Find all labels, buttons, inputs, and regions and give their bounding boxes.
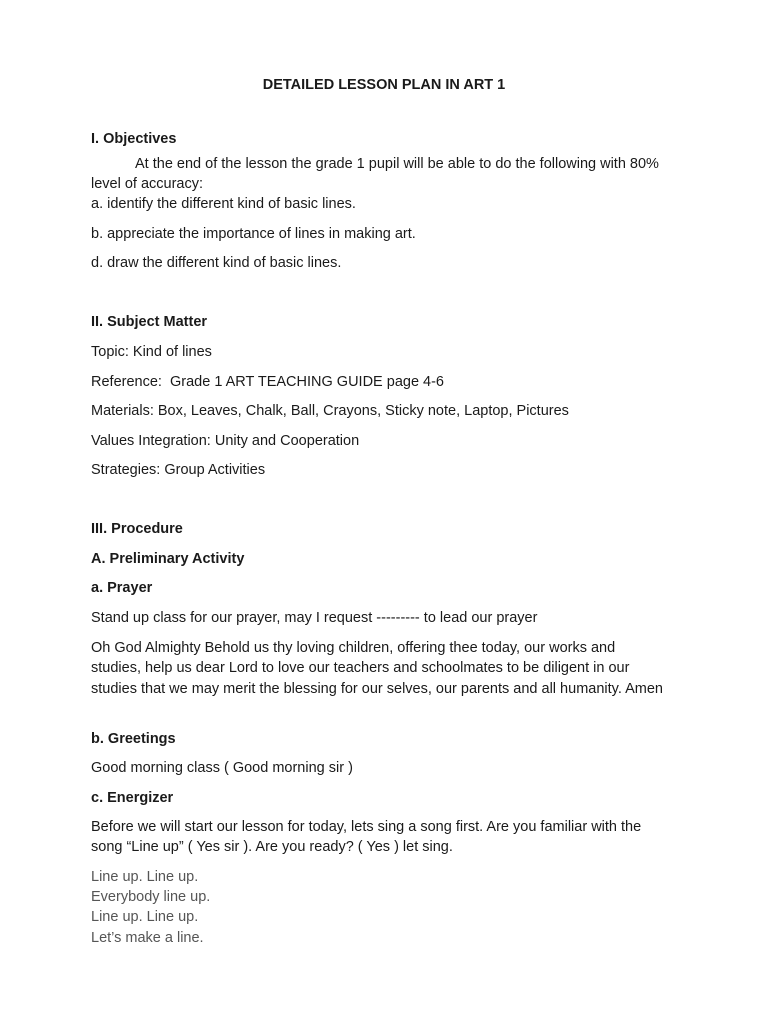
energizer-heading: c. Energizer [91,790,174,806]
subject-reference: Reference: Grade 1 ART TEACHING GUIDE page 4-6 [91,374,444,390]
objectives-intro: At the end of the lesson the grade 1 pupil will be able to do the following with 80% level of accuracy: [91,156,659,193]
subject-materials: Materials: Box, Leaves, Chalk, Ball, Crayons, Sticky note, Laptop, Pictures [91,403,569,419]
song-line: Line up. Line up. [91,909,199,925]
song-line: Line up. Line up. [91,869,199,885]
song-line: Everybody line up. [91,889,211,905]
greetings-heading: b. Greetings [91,731,176,747]
prayer-request: Stand up class for our prayer, may I request --------- to lead our prayer [91,610,538,626]
energizer-text: Before we will start our lesson for today, lets sing a song first. Are you familiar with the song “Line up” ( Yes sir ). Are you ready? ( Yes ) let sing. [91,819,642,856]
objective-item: a. identify the different kind of basic lines. [91,196,356,212]
greetings-text: Good morning class ( Good morning sir ) [91,760,353,776]
preliminary-heading: A. Preliminary Activity [91,551,245,567]
prayer-text: Oh God Almighty Behold us thy loving children, offering thee today, our works and studies, help us dear Lord to love our teachers and schoolmates to be diligent in our studies that we may merit the blessing for our selves, our parents and all humanity. Amen [91,640,663,697]
objectives-heading: I. Objectives [91,131,177,147]
document-title: DETAILED LESSON PLAN IN ART 1 [262,77,506,93]
objective-item: b. appreciate the importance of lines in making art. [91,226,416,242]
prayer-heading: a. Prayer [91,580,153,596]
objective-item: d. draw the different kind of basic lines. [91,255,342,271]
subject-strategies: Strategies: Group Activities [91,462,266,478]
subject-values: Values Integration: Unity and Cooperation [91,433,360,449]
subject-matter-heading: II. Subject Matter [91,314,208,330]
subject-topic: Topic: Kind of lines [91,344,212,360]
procedure-heading: III. Procedure [91,521,183,537]
song-line: Let’s make a line. [91,930,204,946]
